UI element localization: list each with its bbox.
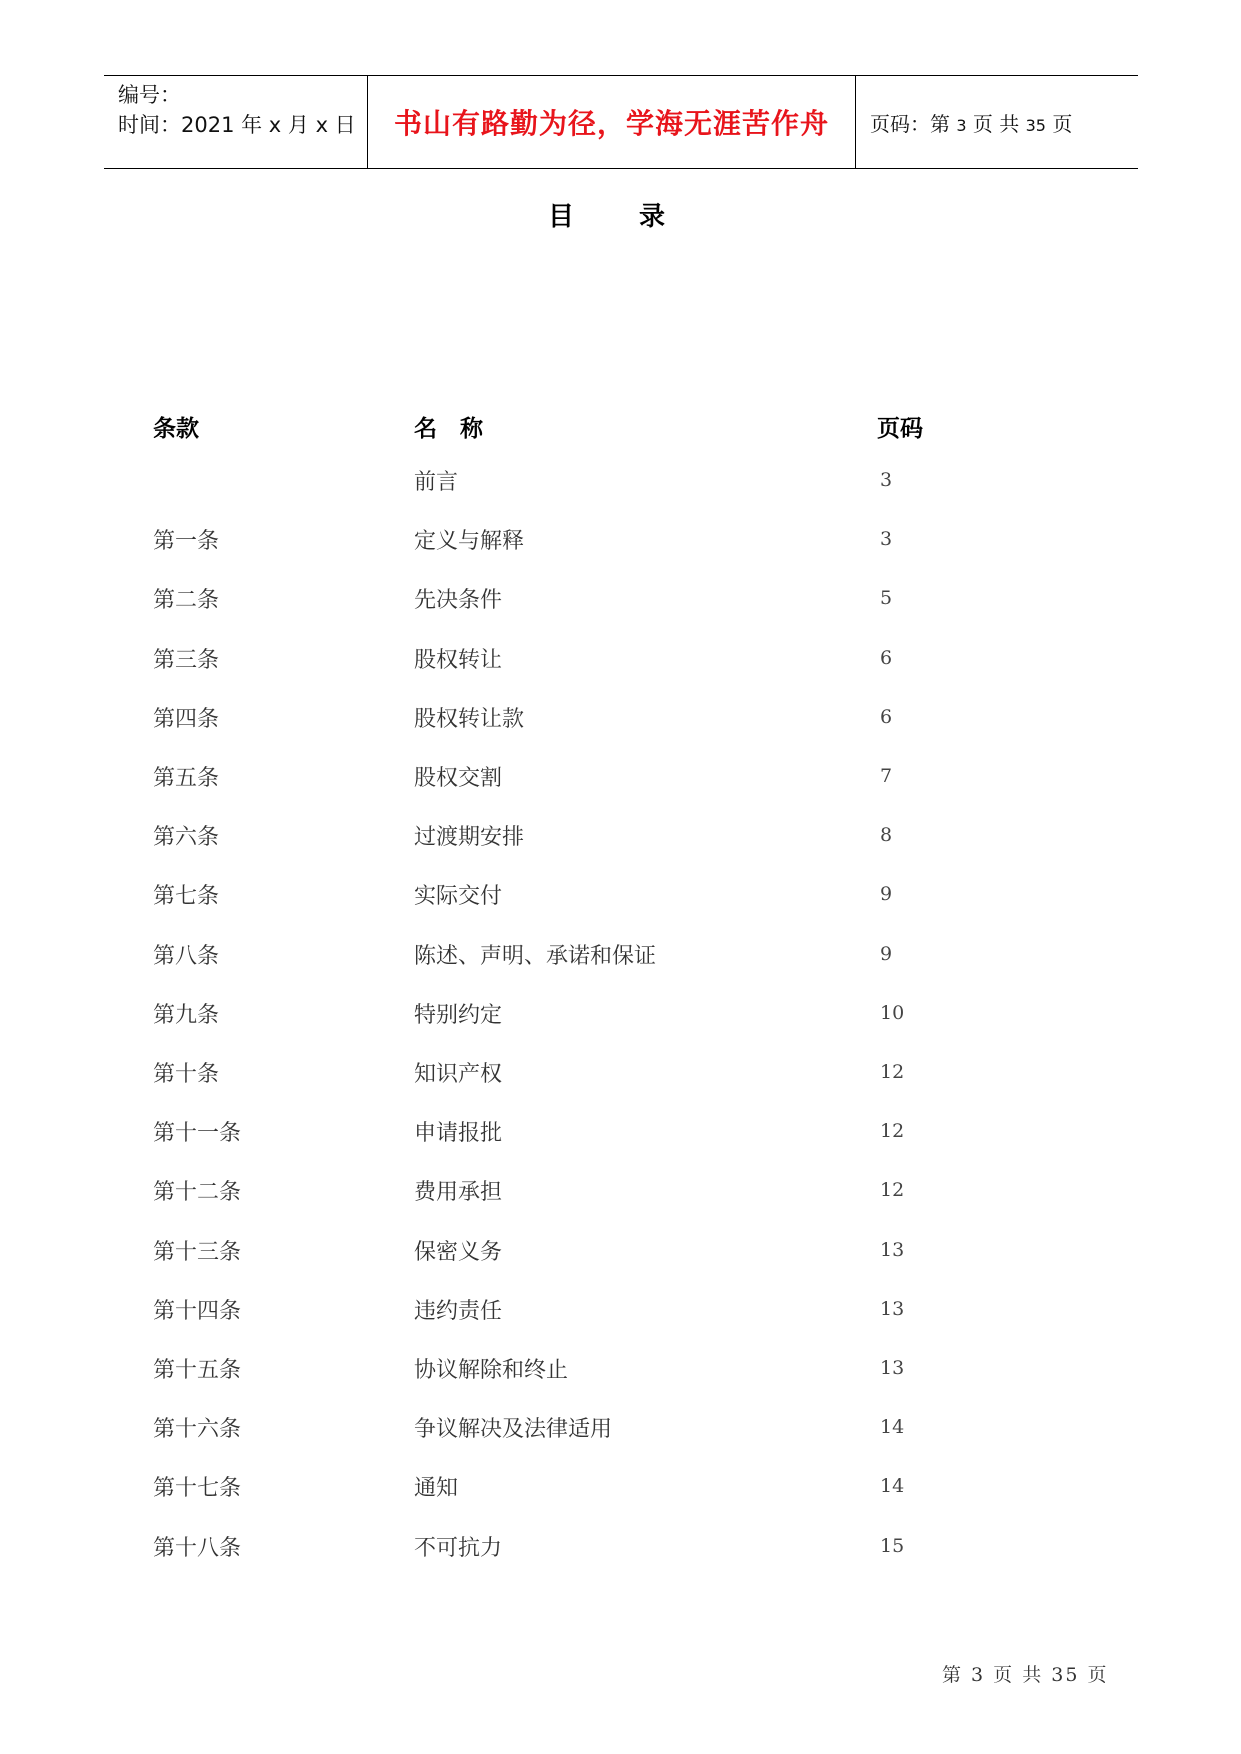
toc-article: 第十五条 (153, 1358, 242, 1383)
toc-item-name: 实际交付 (414, 884, 503, 909)
toc-row (0, 1175, 1241, 1215)
toc-page-number: 10 (880, 1002, 905, 1024)
page-mid: 页 共 (972, 111, 1020, 136)
toc-row (0, 702, 1241, 742)
toc-row (0, 1116, 1241, 1156)
toc-row (0, 1353, 1241, 1393)
toc-item-name: 股权转让款 (414, 707, 525, 732)
toc-article: 第十一条 (153, 1121, 242, 1146)
toc-article: 第十三条 (153, 1240, 242, 1265)
toc-row (0, 761, 1241, 801)
toc-page-number: 12 (880, 1179, 905, 1201)
col-head-article: 条款 (153, 416, 199, 442)
toc-page-number: 14 (880, 1416, 905, 1438)
page-footer: 第 3 页 共 35 页 (942, 1664, 1109, 1686)
toc-row (0, 643, 1241, 683)
toc-article: 第十二条 (153, 1180, 242, 1205)
toc-article: 第五条 (153, 766, 220, 791)
toc-item-name: 特别约定 (414, 1003, 503, 1028)
toc-row (0, 1531, 1241, 1571)
toc-item-name: 不可抗力 (414, 1536, 503, 1561)
toc-item-name: 股权交割 (414, 766, 503, 791)
toc-item-name: 违约责任 (414, 1299, 503, 1324)
toc-item-name: 争议解决及法律适用 (414, 1417, 613, 1442)
page-info (870, 108, 1072, 137)
toc-item-name: 保密义务 (414, 1240, 503, 1265)
toc-row (0, 465, 1241, 505)
header-page-info (856, 76, 1138, 168)
toc-page-number: 7 (880, 765, 893, 787)
toc-row (0, 998, 1241, 1038)
toc-article: 第三条 (153, 648, 220, 673)
toc-article: 第十八条 (153, 1536, 242, 1561)
toc-row (0, 583, 1241, 623)
toc-item-name: 股权转让 (414, 648, 503, 673)
toc-item-name: 协议解除和终止 (414, 1358, 569, 1383)
toc-item-name: 知识产权 (414, 1062, 503, 1087)
toc-page-number: 13 (880, 1357, 905, 1379)
toc-article: 第九条 (153, 1003, 220, 1028)
toc-page-number: 9 (880, 883, 893, 905)
toc-article: 第七条 (153, 884, 220, 909)
page-prefix: 页码：第 (870, 111, 950, 136)
toc-row (0, 1235, 1241, 1275)
toc-article: 第十条 (153, 1062, 220, 1087)
toc-item-name: 定义与解释 (414, 529, 525, 554)
toc-article: 第十七条 (153, 1476, 242, 1501)
toc-row (0, 1412, 1241, 1452)
toc-row (0, 1471, 1241, 1511)
toc-page-number: 3 (880, 528, 893, 550)
toc-article: 第二条 (153, 588, 220, 613)
toc-item-name: 过渡期安排 (414, 825, 525, 850)
toc-page-number: 9 (880, 943, 893, 965)
toc-row (0, 820, 1241, 860)
toc-page-number: 15 (880, 1535, 905, 1557)
toc-article: 第十四条 (153, 1299, 242, 1324)
header-motto-cell (368, 76, 856, 168)
toc-page-number: 5 (880, 587, 893, 609)
toc-page-number: 13 (880, 1239, 905, 1261)
toc-row (0, 524, 1241, 564)
header-meta (104, 76, 368, 168)
toc-item-name: 前言 (414, 470, 459, 495)
toc-page-number: 13 (880, 1298, 905, 1320)
toc-item-name: 先决条件 (414, 588, 503, 613)
toc-page-number: 6 (880, 647, 893, 669)
toc-row (0, 1294, 1241, 1334)
toc-article: 第四条 (153, 707, 220, 732)
page-current: 3 (956, 115, 967, 135)
col-head-page: 页码 (877, 416, 923, 442)
serial-label: 编号： (118, 83, 181, 107)
toc-page-number: 8 (880, 824, 893, 846)
toc-page-number: 12 (880, 1061, 905, 1083)
toc-item-name: 通知 (414, 1476, 459, 1501)
toc-page-number: 3 (880, 469, 893, 491)
page-suffix: 页 (1052, 111, 1073, 136)
toc-row (0, 879, 1241, 919)
toc-row (0, 1057, 1241, 1097)
toc-page-number: 6 (880, 706, 893, 728)
toc-item-name: 陈述、声明、承诺和保证 (414, 944, 657, 969)
page-header (104, 75, 1138, 169)
toc-page-number: 14 (880, 1475, 905, 1497)
header-motto: 书山有路勤为径，学海无涯苦作舟 (393, 107, 829, 140)
toc-article: 第八条 (153, 944, 220, 969)
toc-article: 第六条 (153, 825, 220, 850)
time-label: 时间：2021 年 x 月 x 日 (118, 113, 356, 137)
toc-item-name: 申请报批 (414, 1121, 503, 1146)
page-total: 35 (1025, 115, 1046, 135)
col-head-name: 名 称 (414, 416, 483, 442)
toc-article: 第十六条 (153, 1417, 242, 1442)
toc-title: 目 录 (547, 202, 694, 232)
toc-page-number: 12 (880, 1120, 905, 1142)
toc-row (0, 939, 1241, 979)
toc-article: 第一条 (153, 529, 220, 554)
toc-item-name: 费用承担 (414, 1180, 503, 1205)
